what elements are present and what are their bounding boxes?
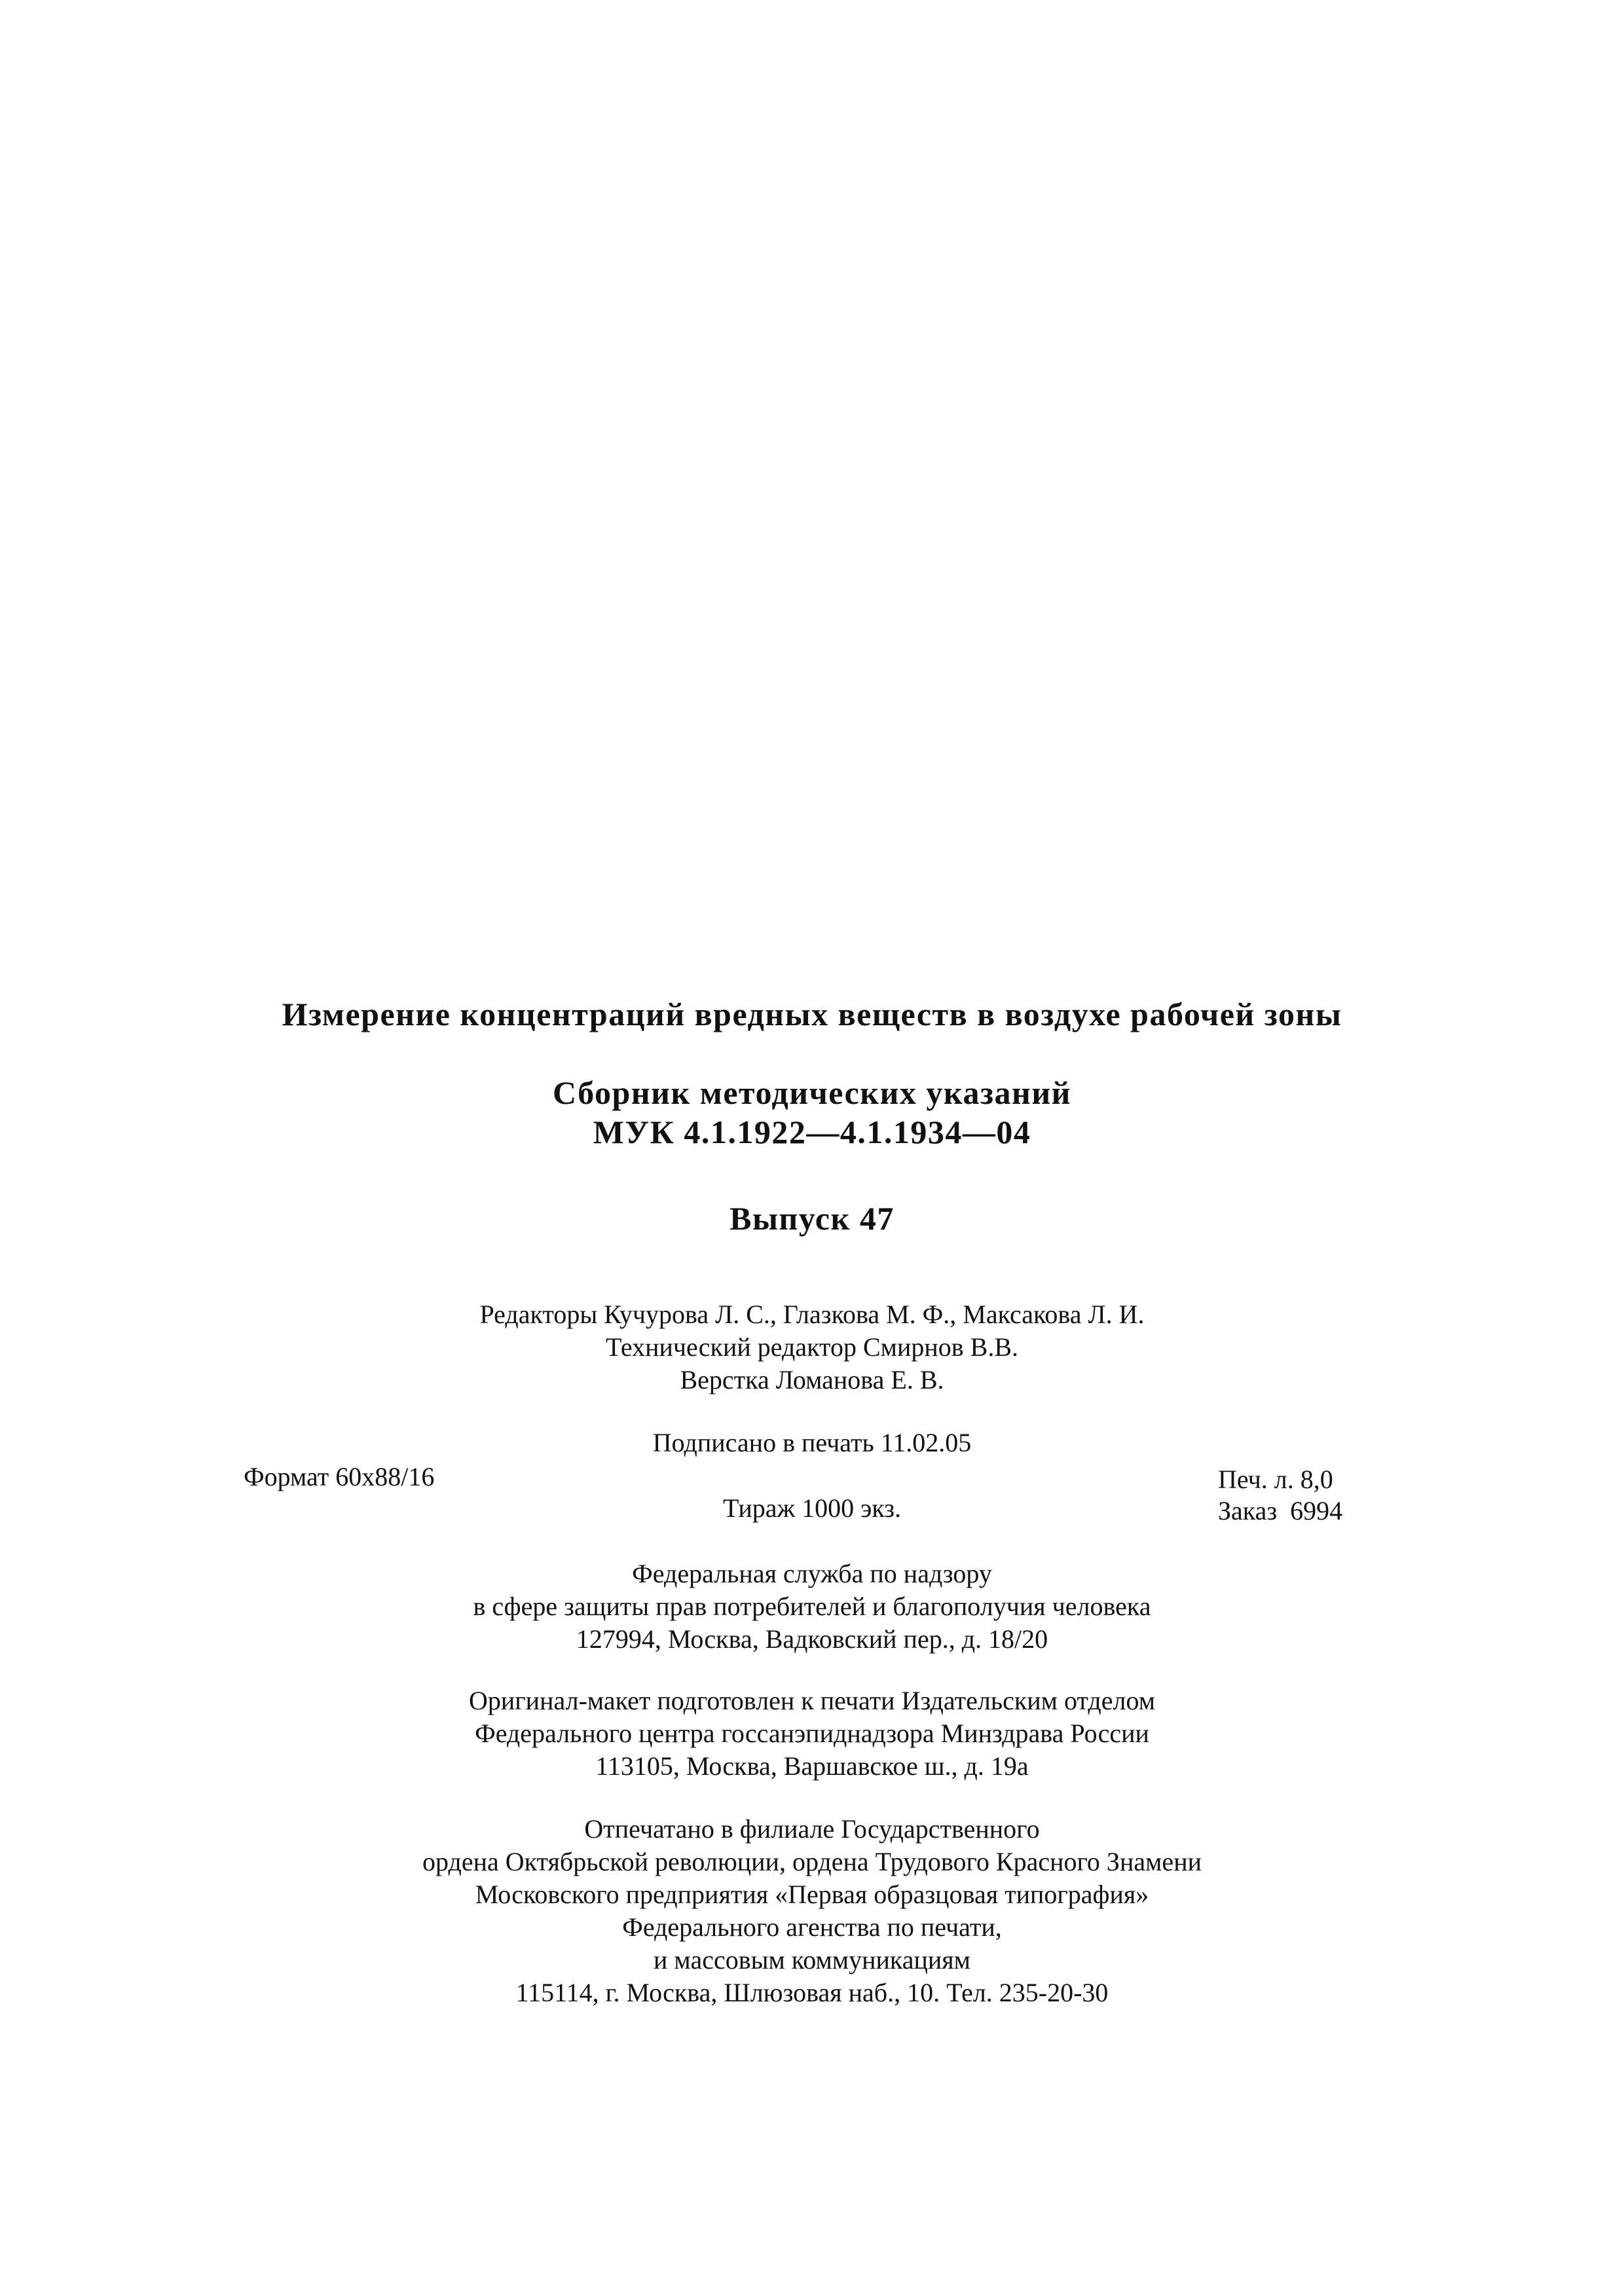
prepared-line-2: Федерального центра госсанэпиднадзора Минздрава России [475, 1719, 1149, 1748]
print-sheets-info: Печ. л. 8,0 [1218, 1465, 1333, 1494]
tech-editor-line: Технический редактор Смирнов В.В. [605, 1332, 1019, 1362]
signed-for-print: Подписано в печать 11.02.05 [652, 1428, 972, 1457]
printed-line-2: ордена Октябрьской революции, ордена Трудового Красного Знамени [422, 1847, 1202, 1876]
printed-line-1: Отпечатано в филиале Государственного [584, 1814, 1040, 1844]
order-info: Заказ 6994 [1218, 1496, 1343, 1525]
prepared-address: 113105, Москва, Варшавское ш., д. 19а [595, 1751, 1029, 1781]
editors-line: Редакторы Кучурова Л. С., Глазкова М. Ф., Максакова Л. И. [479, 1300, 1145, 1329]
publisher-line-2: в сфере защиты прав потребителей и благополучия человека [473, 1592, 1151, 1621]
printed-line-3: Московского предприятия «Первая образцовая типография» [475, 1880, 1149, 1909]
publisher-line-1: Федеральная служба по надзору [632, 1559, 992, 1588]
layout-line: Верстка Ломанова Е. В. [680, 1365, 944, 1394]
document-title: Измерение концентраций вредных веществ в воздухе рабочей зоны [282, 996, 1342, 1032]
circulation-info: Тираж 1000 экз. [722, 1493, 902, 1523]
publisher-address: 127994, Москва, Вадковский пер., д. 18/20 [576, 1624, 1048, 1654]
collection-title: Сборник методических указаний [553, 1074, 1071, 1111]
issue-number: Выпуск 47 [729, 1200, 895, 1237]
format-info: Формат 60х88/16 [244, 1462, 435, 1491]
prepared-line-1: Оригинал-макет подготовлен к печати Издательским отделом [468, 1686, 1156, 1715]
collection-code: МУК 4.1.1922—4.1.1934—04 [593, 1114, 1031, 1150]
printed-line-4: Федерального агенства по печати, [622, 1912, 1002, 1942]
printed-address: 115114, г. Москва, Шлюзовая наб., 10. Тел. 235-20-30 [515, 1978, 1109, 2007]
printed-line-5: и массовым коммуникациям [654, 1945, 970, 1975]
